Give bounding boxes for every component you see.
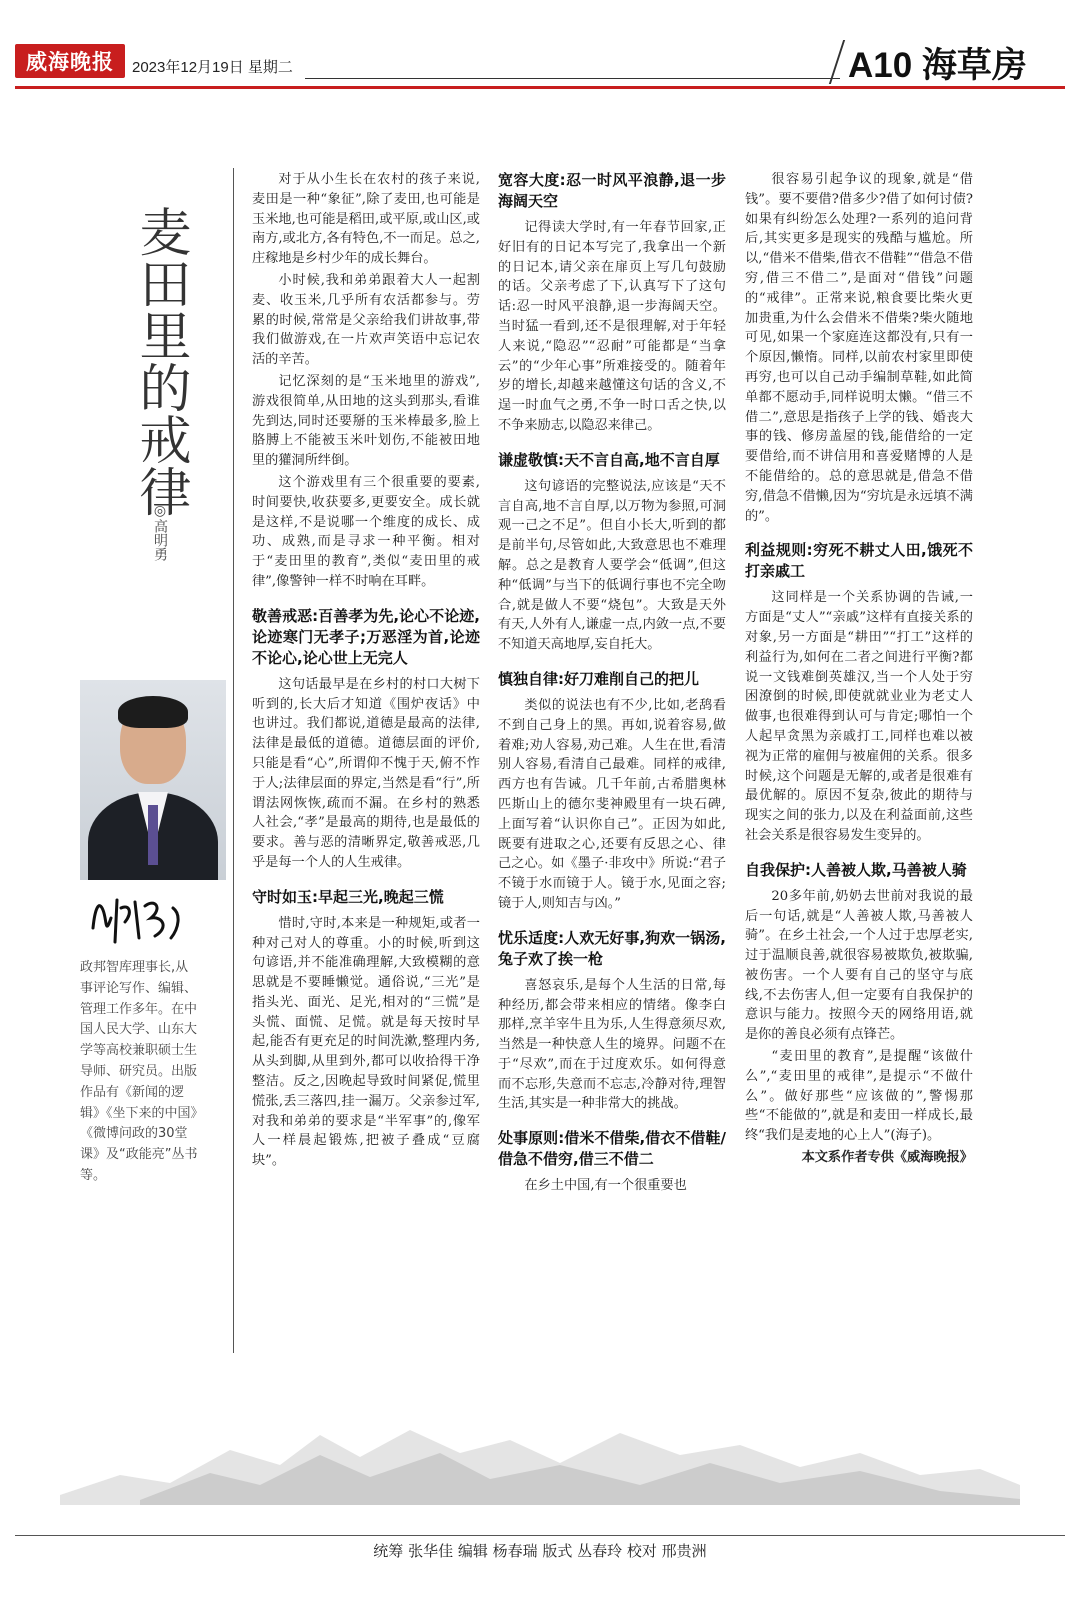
- paragraph: 这句话最早是在乡村的村口大树下听到的,长大后才知道《围炉夜话》中也讲过。我们都说,道德是最高的法律,法律是最低的道德。道德层面的评价,只能是看“心”,所谓仰不愧于天,俯不怍于人;法律层面的界定,当然是看“行”,所谓法网恢恢,疏而不漏。在乡村的熟悉人社会,“孝”是最高的期待,也是最低的要求。善与恶的清晰界定,敬善戒恶,几乎是每一个人的人生戒律。: [252, 676, 480, 870]
- header-red-rule: [15, 86, 1065, 89]
- section-heading: 宽容大度:忍一时风平浪静,退一步海阔天空: [498, 171, 726, 210]
- article-credit: 本文系作者专供《威海晚报》: [801, 1150, 973, 1166]
- section-heading: 谦虚敬慎:天不言自高,地不言自厚: [498, 450, 720, 469]
- header-rule: [305, 78, 840, 79]
- section-heading: 敬善戒恶:百善孝为先,论心不论迹,论迹寒门无孝子;万恶淫为首,论迹不论心,论心世上无完人: [252, 606, 480, 667]
- section-heading: 守时如玉:早起三光,晚起三慌: [252, 887, 444, 906]
- paragraph: 这句谚语的完整说法,应该是“天不言自高,地不言自厚,以万物为参照,可洞观一己之不足”。但自小长大,听到的都是前半句,尽管如此,大致意思也不难理解。总之是教育人要学会“低调”,但这种“低调”与当下的低调行事也不完全吻合,就是做人不要“烧包”。大致是天外有天,人外有人,谦虚一点,内敛一点,不要不知道天高地厚,妄自托大。: [498, 478, 726, 653]
- author-photo: [80, 680, 226, 880]
- section-heading: 处事原则:借米不借柴,借衣不借鞋/借急不借穷,借三不借二: [498, 1129, 726, 1169]
- paragraph: 这同样是一个关系协调的告诫,一方面是“丈人”“亲戚”这样有直接关系的对象,另一方面是“耕田”“打工”这样的利益行为,如何在二者之间进行平衡?都说一文钱难倒英雄汉,当一个人处于穷困潦倒的时候,即使就就业业为老丈人做事,也很难得到认可与肯定;哪怕一个人起早贪黑为亲戚打工,同样也难以被视为正常的雇佣与被雇佣的关系。很多时候,这个问题是无解的,或者是很难有最优解的。原因不复杂,彼此的期待与现实之间的张力,以及在利益面前,这些社会关系是很容易发生变异的。: [745, 590, 973, 843]
- paragraph: 在乡土中国,有一个很重要也: [524, 1178, 687, 1194]
- text-column-2: [498, 170, 726, 1350]
- footer-rule: [15, 1535, 1065, 1536]
- section-heading: 自我保护:人善被人欺,马善被人骑: [745, 860, 967, 879]
- paragraph: 记得读大学时,有一年春节回家,正好旧有的日记本写完了,我拿出一个新的日记本,请父亲在扉页上写几句鼓励的话。父亲考虑了下,认真写下了这句话:忍一时风平浪静,退一步海阔天空。当时猛一看到,还不是很理解,对于年轻人来说,“隐忍”“忍耐”可能都是“当拿云”的“少年心事”所难接受的。随着年岁的增长,却越来越懂这句话的含义,不逞一时血气之勇,不争一时口舌之快,以不争来励志,以隐忍来律己。: [498, 220, 726, 433]
- paragraph: 类似的说法也有不少,比如,老鸹看不到自己身上的黑。再如,说着容易,做着难;劝人容易,劝己难。人生在世,看清别人容易,看清自己最难。同样的戒律,西方也有告诫。几千年前,古希腊奥林匹斯山上的德尔斐神殿里有一块石碑,上面写着“认识你自己”。正因为如此,既要有进取之心,还要有反思之心、律己之心。如《墨子·非攻中》所说:“君子不镜于水而镜于人。镜于水,见面之容;镜于人,则知吉与凶。”: [498, 697, 726, 911]
- section-heading: 慎独自律:好刀难削自己的把儿: [498, 669, 699, 688]
- paragraph: 小时候,我和弟弟跟着大人一起割麦、收玉米,几乎所有农活都参与。劳累的时候,常常是父亲给我们讲故事,带我们做游戏,在一片欢声笑语中忘记农活的辛苦。: [252, 272, 480, 368]
- paragraph: 20多年前,奶奶去世前对我说的最后一句话,就是“人善被人欺,马善被人骑”。在乡土社会,一个人过于忠厚老实,过于温顺良善,就很容易被欺负,被欺骗,被伤害。一个人要有自己的坚守与底线,不去伤害人,但一定要有自我保护的意识与能力。按照今天的网络用语,就是你的善良必须有点锋芒。: [745, 888, 973, 1043]
- mountain-ink-illustration: [60, 1395, 1020, 1505]
- byline: ◎高明勇: [152, 503, 168, 561]
- paragraph: 惜时,守时,本来是一种规矩,或者一种对己对人的尊重。小的时候,听到这句谚语,并不能准确理解,大致模糊的意思就是不要睡懒觉。通俗说,“三光”是指头光、面光、足光,相对的“三慌”是头慌、面慌、足慌。就是每天按时早起,能否有更充足的时间洗漱,整理内务,从头到脚,从里到外,都可以收拾得干净整洁。反之,因晚起导致时间紧促,慌里慌张,丢三落四,挂一漏万。父亲参过军,对我和弟弟的要求是“半军事”的,像军人一样晨起锻炼,把被子叠成“豆腐块”。: [252, 915, 480, 1169]
- paragraph: 记忆深刻的是“玉米地里的游戏”,游戏很简单,从田地的这头到那头,看谁先到达,同时还要掰的玉米棒最多,脸上胳膊上不能被玉米叶划伤,不能被田地里的獾洞所绊倒。: [252, 373, 480, 469]
- paragraph: “麦田里的教育”,是提醒“该做什么”,“麦田里的戒律”,是提示“不做什么”。做好那些“应该做的”,警惕那些“不能做的”,就是和麦田一样成长,最终“我们是麦地的心上人”(海子)。: [745, 1049, 973, 1144]
- section-heading: 忧乐适度:人欢无好事,狗欢一锅汤,兔子欢了挨一枪: [498, 928, 726, 968]
- masthead-logo: 威海晚报: [15, 44, 125, 78]
- article-title: 麦田里的戒律: [130, 205, 190, 517]
- author-bio: 政邦智库理事长,从事评论写作、编辑、管理工作多年。在中国人民大学、山东大学等高校兼职硕士生导师、研究员。出版作品有《新闻的逻辑》《坐下来的中国》《微博问政的30堂课》及“政能亮”丛书等。: [80, 960, 198, 1183]
- paragraph: 很容易引起争议的现象,就是“借钱”。要不要借?借多少?借了如何讨债?如果有纠纷怎么处理?一系列的追问背后,其实更多是现实的残酷与尴尬。所以,“借米不借柴,借衣不借鞋”“借急不借穷,借三不借二”,是面对“借钱”问题的“戒律”。正常来说,粮食要比柴火更加贵重,为什么会借米不借柴?柴火随地可见,如果一个家庭连这都没有,只有一个原因,懒惰。同样,以前农村家里即使再穷,也可以自己动手编制草鞋,如此简单都不愿动手,同样说明太懒。“借三不借二”,意思是指孩子上学的钱、婚丧大事的钱、修房盖屋的钱,能借给的一定要借给,而不讲信用和喜爱赌博的人是不能借给的。总的意思就是,借急不借穷,借急不借懒,因为“穷坑是永远填不满的”。: [745, 172, 973, 524]
- text-column-3: [745, 170, 973, 1350]
- issue-date: 2023年12月19日 星期二: [132, 59, 293, 76]
- author-signature: [85, 888, 195, 950]
- paragraph: 喜怒哀乐,是每个人生活的日常,每种经历,都会带来相应的情绪。像李白那样,烹羊宰牛且为乐,人生得意须尽欢,当然是一种快意人生的境界。问题不在于“尽欢”,而在于过度欢乐。如何得意而不忘形,失意而不忘志,冷静对待,理智生活,其实是一种非常大的挑战。: [498, 977, 726, 1112]
- paragraph: 这个游戏里有三个很重要的要素,时间要快,收获要多,更要安全。成长就是这样,不是说哪一个维度的成长、成功、成熟,而是寻求一种平衡。相对于“麦田里的教育”,类似“麦田里的戒律”,像警钟一样不时响在耳畔。: [252, 474, 480, 589]
- section-heading: 利益规则:穷死不耕丈人田,饿死不打亲戚工: [745, 541, 973, 581]
- page-section: A10 海草房: [848, 46, 1027, 85]
- editorial-credits: 统筹 张华佳 编辑 杨春瑞 版式 丛春玲 校对 邢贵洲: [373, 1542, 707, 1560]
- paragraph: 对于从小生长在农村的孩子来说,麦田是一种“象征”,除了麦田,也可能是玉米地,也可能是稻田,或平原,或山区,或南方,或北方,各有特色,不一而足。总之,庄稼地是乡村少年的成长舞台。: [252, 172, 480, 267]
- column-divider: [233, 168, 234, 1353]
- text-column-1: [252, 170, 480, 1350]
